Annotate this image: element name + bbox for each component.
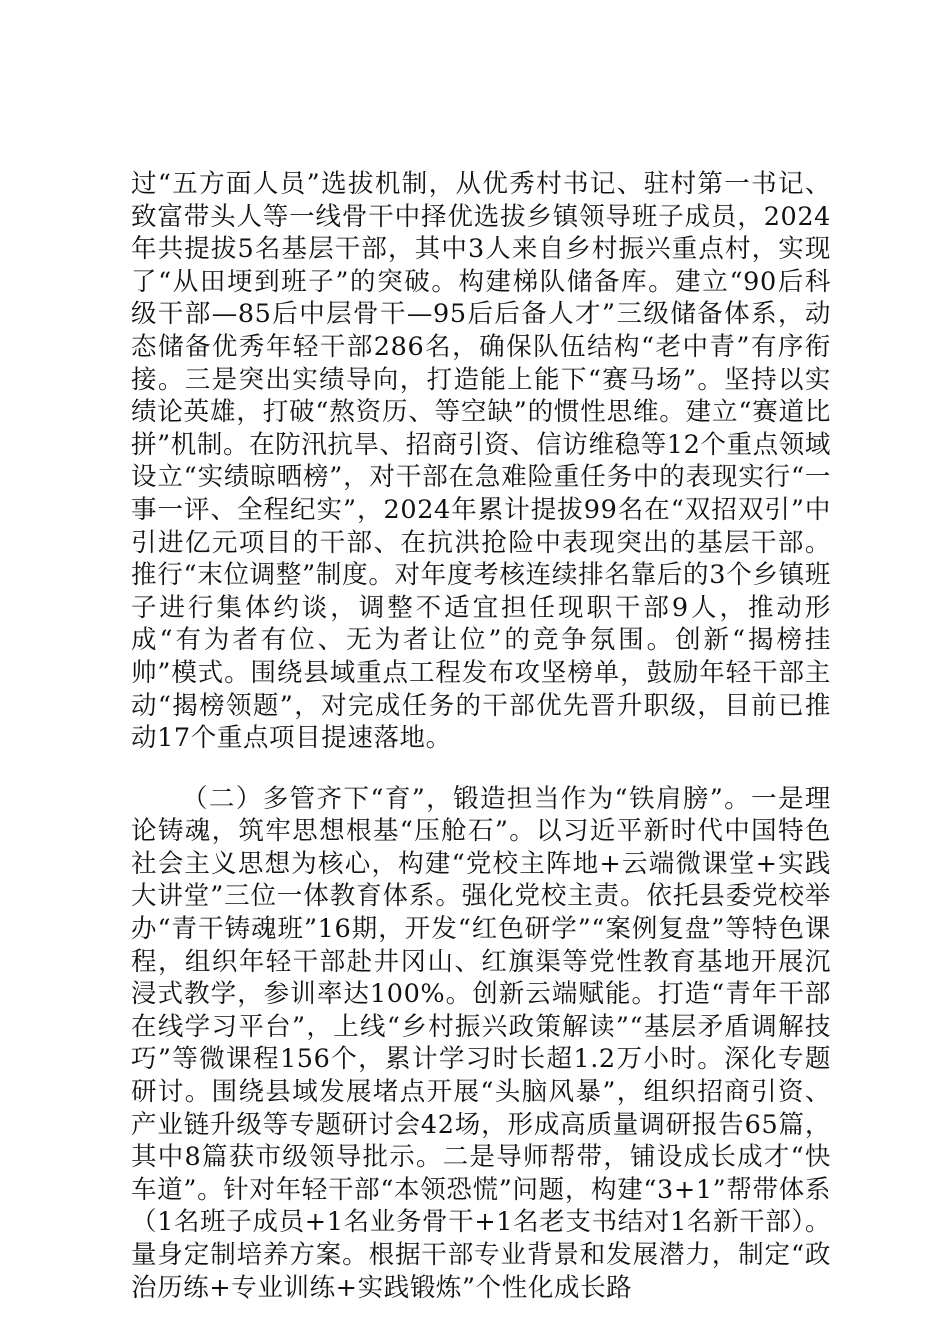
paragraph-2: （二）多管齐下“育”，锻造担当作为“铁肩膀”。一是理论铸魂，筑牢思想根基“压舱石”。以习近平新时代中国特色社会主义思想为核心，构建“党校主阵地+云端微课堂+实践大讲堂”三位一体教育体系。强化党校主责。依托县委党校举办“青干铸魂班”16期，开发“红色研学”“案例复盘”等特色课程，组织年轻干部赴井冈山、红旗渠等党性教育基地开展沉浸式教学，参训率达100%。创新云端赋能。打造“青年干部在线学习平台”，上线“乡村振兴政策解读”“基层矛盾调解技巧”等微课程156个，累计学习时长超1.2万小时。深化专题研讨。围绕县域发展堵点开展“头脑风暴”，组织招商引资、产业链升级等专题研讨会42场，形成高质量调研报告65篇，其中8篇获市级领导批示。二是导师帮带，铺设成长成才“快车道”。针对年轻干部“本领恐慌”问题，构建“3+1”帮带体系（1名班子成员+1名业务骨干+1名老支书结对1名新干部）。量身定制培养方案。根据干部专业背景和发展潜力，制定“政治历练+专业训练+实践锻炼”个性化成长路	[131, 783, 831, 1303]
document-body	[131, 168, 831, 1304]
paragraph-1: 过“五方面人员”选拔机制，从优秀村书记、驻村第一书记、致富带头人等一线骨干中择优选拔乡镇领导班子成员，2024年共提拔5名基层干部，其中3人来自乡村振兴重点村，实现了“从田埂到班子”的突破。构建梯队储备库。建立“90后科级干部—85后中层骨干—95后后备人才”三级储备体系，动态储备优秀年轻干部286名，确保队伍结构“老中青”有序衔接。三是突出实绩导向，打造能上能下“赛马场”。坚持以实绩论英雄，打破“熬资历、等空缺”的惯性思维。建立“赛道比拼”机制。在防汛抗旱、招商引资、信访维稳等12个重点领域设立“实绩晾晒榜”，对干部在急难险重任务中的表现实行“一事一评、全程纪实”，2024年累计提拔99名在“双招双引”中引进亿元项目的干部、在抗洪抢险中表现突出的基层干部。推行“末位调整”制度。对年度考核连续排名靠后的3个乡镇班子进行集体约谈，调整不适宜担任现职干部9人，推动形成“有为者有位、无为者让位”的竞争氛围。创新“揭榜挂帅”模式。围绕县域重点工程发布攻坚榜单，鼓励年轻干部主动“揭榜领题”，对完成任务的干部优先晋升职级，目前已推动17个重点项目提速落地。	[131, 169, 831, 754]
